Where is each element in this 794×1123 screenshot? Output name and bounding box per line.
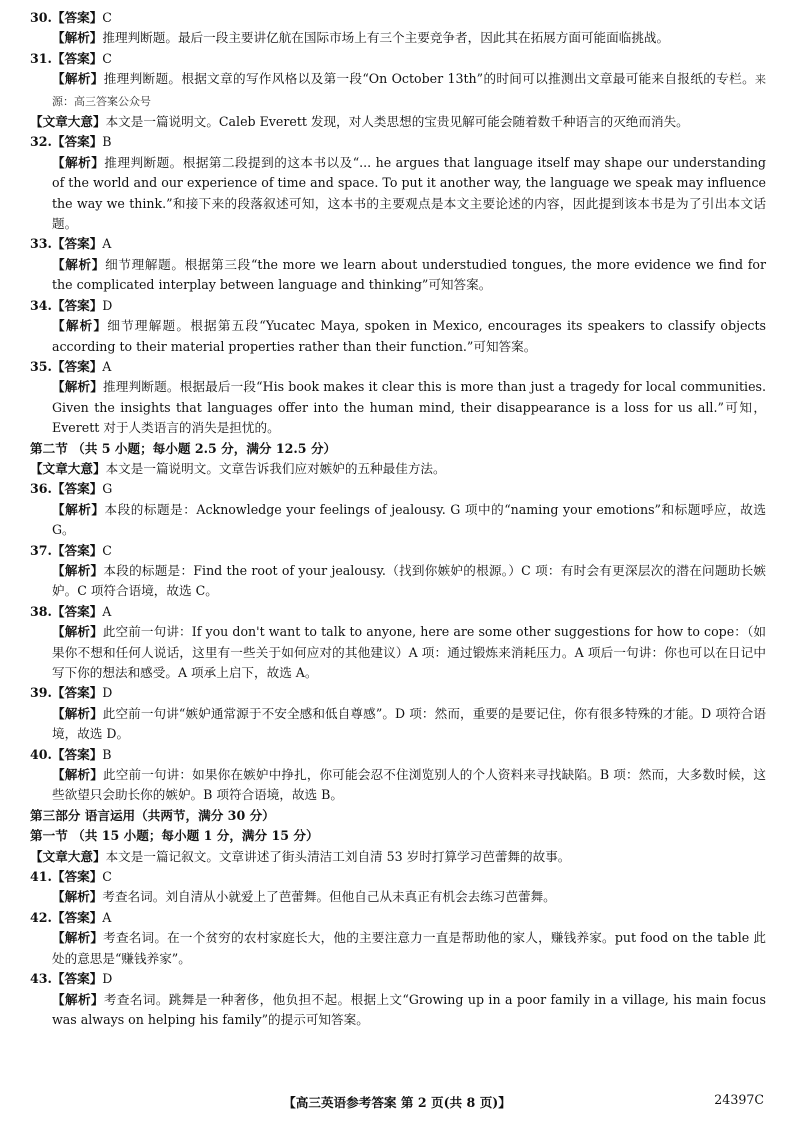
answer-line	[30, 132, 766, 152]
answer-value: C	[102, 869, 112, 885]
analysis-text: 推理判断题。最后一段主要讲亿航在国际市场上有三个主要竞争者，因此其在拓展方面可能面临挑战。	[102, 30, 670, 46]
answer-value: C	[102, 542, 112, 558]
answer-value: C	[102, 10, 112, 25]
section-heading: 第一节 （共 15 小题；每小题 1 分，满分 15 分）	[30, 828, 319, 844]
answer-label: 【答案】	[51, 869, 103, 885]
source-watermark: 来源：高三答案公众号	[52, 73, 767, 108]
answer-line	[30, 867, 766, 887]
question-number: 38.	[30, 603, 52, 619]
answer-line	[30, 745, 766, 765]
question-number: 30.	[30, 10, 52, 25]
question-number: 35.	[30, 358, 52, 374]
answer-line	[30, 8, 766, 28]
analysis-label: 【解析】	[52, 705, 103, 721]
answer-value: A	[102, 603, 112, 619]
question-number: 33.	[30, 236, 52, 252]
analysis-label: 【解析】	[52, 501, 105, 517]
answer-label: 【答案】	[51, 971, 103, 987]
analysis-label: 【解析】	[52, 991, 104, 1007]
question-number: 37.	[30, 542, 52, 558]
article-summary	[30, 459, 766, 479]
analysis-text: 此空前一句讲：如果你在嫉妒中挣扎，你可能会忍不住浏览别人的个人资料来寻找缺陷。B 项：然而，大多数时候，这些欲望只会助长你的嫉妒。B 项符合语境，故选 B。	[52, 767, 766, 803]
analysis-label: 【解析】	[52, 256, 106, 272]
analysis-paragraph	[30, 377, 766, 438]
article-summary	[30, 847, 766, 867]
answer-label: 【答案】	[51, 236, 103, 252]
summary-label: 【文章大意】	[30, 114, 106, 130]
answer-line	[30, 602, 766, 622]
analysis-paragraph	[30, 153, 766, 235]
analysis-text: 考查名词。跳舞是一种奢侈，他负担不起。根据上文“Growing up in a poor family in a village, his main focus was always on helping his family”的提示可知答案。	[52, 991, 767, 1027]
summary-text: 本文是一篇记叙文。文章讲述了街头清洁工刘自清 53 岁时打算学习芭蕾舞的故事。	[105, 848, 571, 864]
question-number: 32.	[30, 134, 52, 150]
analysis-paragraph	[30, 255, 766, 296]
analysis-text: 此空前一句讲：If you don't want to talk to anyone, here are some other suggestions for how to cope：（如果你不想和任何人说话，这里有一些关于如何应对的其他建议）A 项：通过锻炼来消耗压力。A 项后一句讲：你也可以在日记中写下你的想法和感受。A 项承上启下，故选 A。	[52, 624, 766, 680]
answer-label: 【答案】	[51, 542, 103, 558]
analysis-text: 细节理解题。根据第三段“the more we learn about understudied tongues, the more evidence we find for the complicated interplay between language and thinking”可知答案。	[52, 256, 767, 293]
answer-line	[30, 541, 766, 561]
answer-label: 【答案】	[51, 481, 103, 497]
footer-page-info: 【高三英语参考答案 第 2 页(共 8 页)】	[283, 1095, 511, 1110]
analysis-label: 【解析】	[52, 930, 104, 946]
answer-value: B	[102, 134, 112, 150]
question-number: 36.	[30, 481, 52, 497]
answer-label: 【答案】	[51, 909, 103, 925]
analysis-label: 【解析】	[52, 379, 104, 395]
answer-value: D	[102, 685, 113, 701]
footer-doc-code: 24397C	[714, 1092, 764, 1107]
answer-label: 【答案】	[51, 297, 103, 313]
analysis-text: 推理判断题。根据第二段提到的这本书以及“... he argues that language itself may shape our understanding of the world and our experience of time and space. To put it another way, the language we speak may influence the way we think.”和接下来的段落叙述可知，这本书的主要观点是本文主要论述的内容，因此提到该本书是为了引出本文话题。	[52, 154, 766, 232]
question-number: 40.	[30, 746, 52, 762]
answer-label: 【答案】	[51, 603, 103, 619]
analysis-label: 【解析】	[52, 767, 103, 783]
analysis-label: 【解析】	[52, 30, 103, 46]
analysis-text: 推理判断题。根据文章的写作风格以及第一段“On October 13th”的时间可以推测出文章最可能来自报纸的专栏。	[103, 71, 756, 87]
answer-label: 【答案】	[51, 50, 103, 66]
answer-line	[30, 357, 766, 377]
question-number: 43.	[30, 971, 52, 987]
analysis-label: 【解析】	[52, 71, 104, 87]
answer-value: G	[102, 481, 113, 497]
answer-line	[30, 683, 766, 703]
answer-label: 【答案】	[51, 10, 103, 25]
article-summary	[30, 112, 766, 132]
analysis-text: 本段的标题是：Find the root of your jealousy.（找到你嫉妒的根源。）C 项：有时会有更深层次的潜在问题助长嫉妒。C 项符合语境，故选 C。	[52, 562, 767, 599]
summary-label: 【文章大意】	[30, 848, 106, 864]
section-heading: 第二节 （共 5 小题；每小题 2.5 分，满分 12.5 分）	[30, 440, 337, 456]
question-number: 42.	[30, 909, 52, 925]
question-number: 41.	[30, 869, 52, 885]
analysis-text: 细节理解题。根据第五段“Yucatec Maya, spoken in Mexico, encourages its speakers to classify objects according to their material properties rather than their function.”可知答案。	[52, 318, 767, 354]
analysis-text: 考查名词。在一个贫穷的农村家庭长大，他的主要注意力一直是帮助他的家人，赚钱养家。put food on the table 此处的意思是“赚钱养家”。	[52, 930, 766, 966]
answer-value: C	[102, 50, 112, 66]
analysis-text: 考查名词。刘自清从小就爱上了芭蕾舞。但他自己从未真正有机会去练习芭蕾舞。	[102, 889, 556, 905]
analysis-paragraph	[30, 704, 766, 745]
answer-value: B	[102, 746, 112, 762]
answer-value: D	[102, 297, 113, 313]
analysis-paragraph	[30, 765, 766, 806]
analysis-paragraph	[30, 561, 766, 602]
answer-label: 【答案】	[51, 134, 103, 150]
answer-key-content	[30, 8, 766, 1030]
analysis-label: 【解析】	[52, 562, 104, 578]
question-number: 31.	[30, 50, 52, 66]
summary-label: 【文章大意】	[30, 460, 106, 476]
answer-line	[30, 49, 766, 69]
question-number: 34.	[30, 297, 52, 313]
answer-line	[30, 969, 766, 989]
answer-label: 【答案】	[51, 685, 103, 701]
analysis-paragraph	[30, 500, 766, 541]
answer-line	[30, 234, 766, 254]
analysis-text: 本段的标题是：Acknowledge your feelings of jealousy. G 项中的“naming your emotions”和标题呼应，故选 G。	[52, 501, 767, 538]
answer-value: A	[102, 236, 112, 252]
summary-text: 本文是一篇说明文。Caleb Everett 发现，对人类思想的宝贵见解可能会随着数千种语言的灭绝而消失。	[105, 114, 689, 130]
analysis-paragraph	[30, 622, 766, 683]
answer-line	[30, 479, 766, 499]
analysis-paragraph	[30, 316, 766, 357]
answer-line	[30, 296, 766, 316]
analysis-label: 【解析】	[52, 154, 105, 170]
analysis-label: 【解析】	[52, 318, 108, 334]
answer-line	[30, 908, 766, 928]
question-number: 39.	[30, 685, 52, 701]
analysis-text: 此空前一句讲“嫉妒通常源于不安全感和低自尊感”。D 项：然而，重要的是要记住，你有很多特殊的才能。D 项符合语境，故选 D。	[52, 705, 767, 742]
analysis-paragraph	[30, 69, 766, 112]
analysis-paragraph	[30, 928, 766, 969]
answer-value: A	[102, 358, 112, 374]
answer-label: 【答案】	[51, 358, 103, 374]
section-heading: 第三部分 语言运用（共两节，满分 30 分）	[30, 807, 275, 823]
analysis-label: 【解析】	[52, 624, 103, 640]
summary-text: 本文是一篇说明文。文章告诉我们应对嫉妒的五种最佳方法。	[105, 460, 446, 476]
analysis-paragraph	[30, 28, 766, 48]
analysis-label: 【解析】	[52, 889, 103, 905]
analysis-text: 推理判断题。根据最后一段“His book makes it clear this is more than just a tragedy for local communities. Given the insights that languages offer into the human mind, their disappearance is a loss for us all.”可知，Everett 对于人类语言的消失是担忧的。	[52, 379, 766, 436]
answer-label: 【答案】	[51, 746, 103, 762]
analysis-paragraph	[30, 990, 766, 1031]
answer-value: D	[102, 971, 113, 987]
analysis-paragraph	[30, 887, 766, 907]
answer-value: A	[102, 909, 112, 925]
